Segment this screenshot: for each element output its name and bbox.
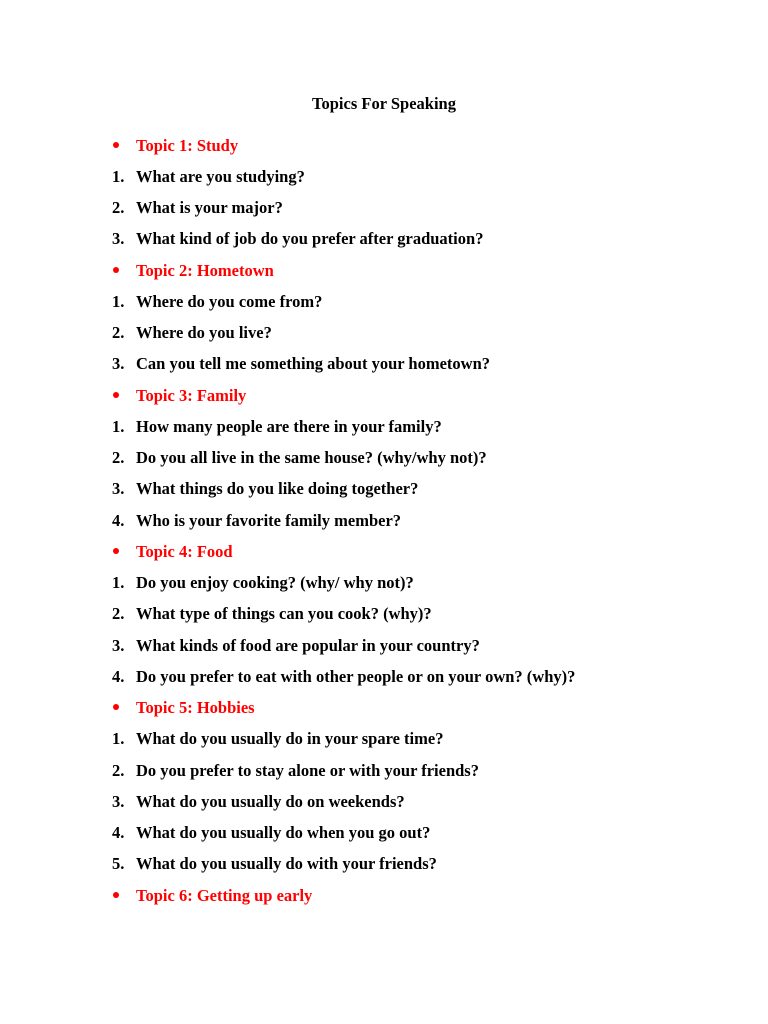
question-item	[0, 760, 768, 791]
question-number: 4.	[112, 510, 125, 530]
bullet-icon	[113, 548, 119, 554]
question-text: Do you all live in the same house? (why/why not)?	[136, 448, 487, 467]
question-number: 1.	[112, 291, 125, 311]
bullet-icon	[113, 704, 119, 710]
bullet-icon	[113, 142, 119, 148]
topic-heading	[0, 541, 768, 572]
question-item	[0, 166, 768, 197]
bullet-icon	[113, 267, 119, 273]
question-item	[0, 353, 768, 384]
question-item	[0, 666, 768, 697]
question-text: Do you prefer to stay alone or with your friends?	[136, 760, 479, 780]
question-number: 2.	[112, 760, 125, 780]
topic-heading	[0, 697, 768, 728]
question-number: 3.	[112, 791, 125, 811]
question-text: What kind of job do you prefer after graduation?	[136, 229, 484, 249]
question-item	[0, 635, 768, 666]
topic-label: Topic 3: Family	[136, 385, 247, 405]
bullet-icon	[113, 892, 119, 898]
question-text: What kinds of food are popular in your country?	[136, 635, 480, 655]
question-item	[0, 416, 768, 447]
question-text: Do you prefer to eat with other people or on your own? (why)?	[136, 666, 576, 686]
topic-heading	[0, 385, 768, 416]
question-item	[0, 447, 768, 478]
question-number: 4.	[112, 823, 125, 842]
question-text: What do you usually do when you go out?	[136, 823, 431, 842]
question-item	[0, 291, 768, 322]
question-text: Where do you come from?	[136, 291, 323, 311]
question-item	[0, 603, 768, 634]
question-text: What type of things can you cook? (why)?	[136, 604, 432, 624]
topic-label: Topic 5: Hobbies	[136, 698, 255, 717]
question-text: How many people are there in your family?	[136, 416, 442, 436]
topic-label: Topic 4: Food	[136, 541, 233, 561]
question-item	[0, 853, 768, 884]
question-number: 1.	[112, 573, 125, 592]
question-number: 1.	[112, 729, 125, 749]
topic-heading	[0, 260, 768, 291]
topic-heading	[0, 135, 768, 166]
question-item	[0, 510, 768, 541]
question-text: Do you enjoy cooking? (why/ why not)?	[136, 573, 414, 592]
question-text: What do you usually do on weekends?	[136, 791, 405, 811]
question-text: Where do you live?	[136, 323, 272, 342]
question-number: 2.	[112, 198, 125, 217]
topic-heading	[0, 885, 768, 916]
topic-list	[0, 135, 768, 916]
question-number: 1.	[112, 166, 125, 186]
question-number: 5.	[112, 854, 125, 874]
question-number: 3.	[112, 635, 125, 655]
question-item	[0, 572, 768, 603]
bullet-icon	[113, 392, 119, 398]
question-item	[0, 197, 768, 228]
question-number: 2.	[112, 323, 125, 342]
question-text: What things do you like doing together?	[136, 479, 419, 499]
question-number: 2.	[112, 448, 125, 467]
question-number: 2.	[112, 604, 125, 624]
topic-label: Topic 1: Study	[136, 135, 239, 155]
question-item	[0, 791, 768, 822]
page-title: Topics For Speaking	[312, 94, 456, 113]
question-item	[0, 322, 768, 353]
question-item	[0, 728, 768, 759]
question-number: 3.	[112, 229, 125, 249]
question-number: 1.	[112, 416, 125, 436]
question-number: 3.	[112, 354, 125, 374]
question-text: What are you studying?	[136, 166, 305, 186]
topic-label: Topic 2: Hometown	[136, 260, 274, 280]
question-item	[0, 822, 768, 853]
question-text: Can you tell me something about your hometown?	[136, 354, 491, 374]
topic-label: Topic 6: Getting up early	[136, 885, 313, 905]
question-number: 3.	[112, 479, 125, 499]
question-text: What do you usually do in your spare time?	[136, 729, 444, 749]
question-text: What do you usually do with your friends?	[136, 854, 437, 874]
question-text: Who is your favorite family member?	[136, 510, 402, 530]
question-item	[0, 478, 768, 509]
question-item	[0, 228, 768, 259]
question-text: What is your major?	[136, 198, 283, 217]
question-number: 4.	[112, 666, 125, 686]
